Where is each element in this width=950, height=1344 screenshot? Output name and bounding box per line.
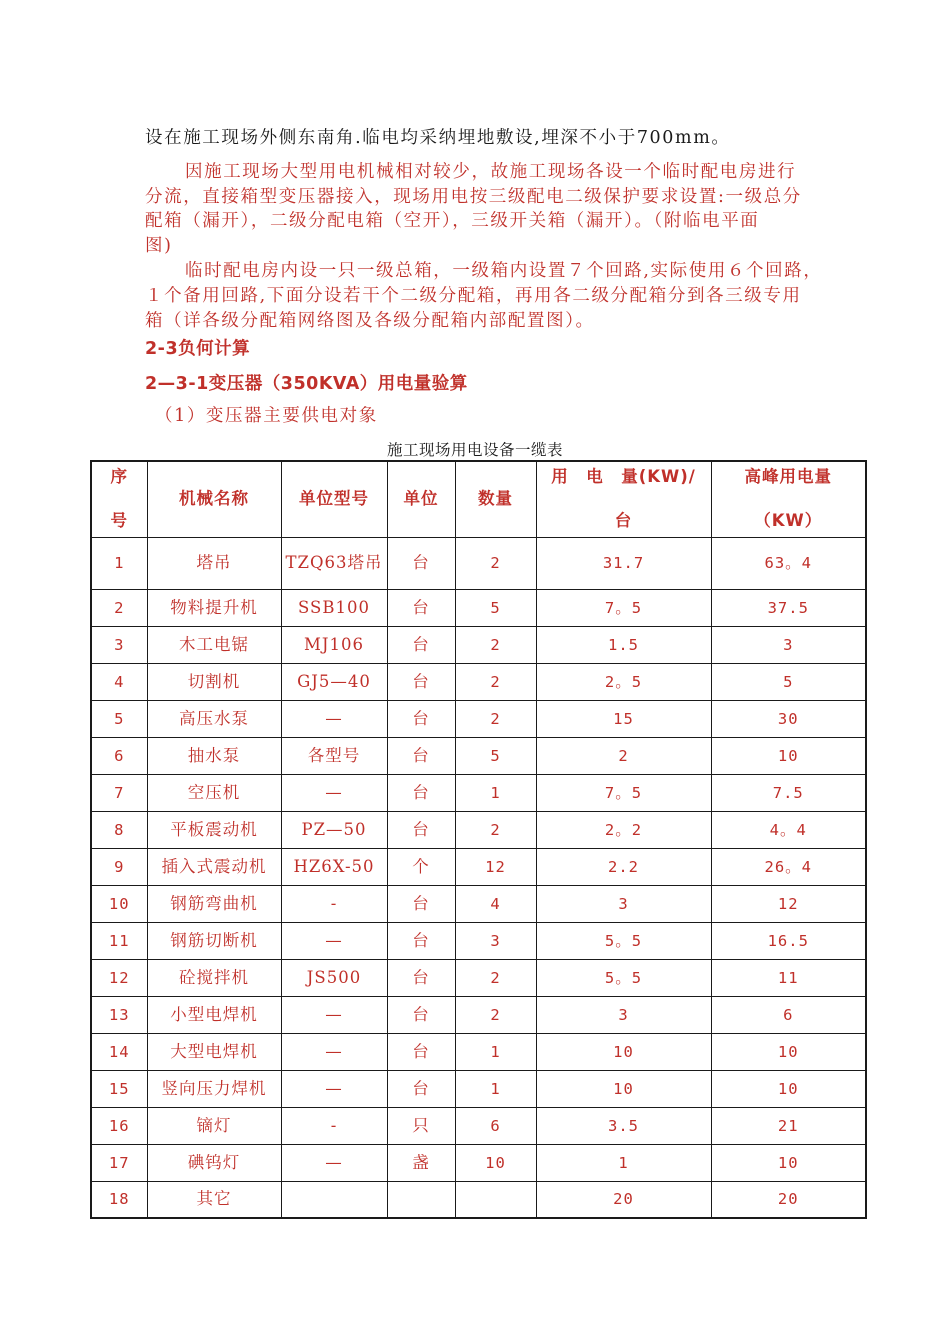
- table-row: [91, 774, 866, 811]
- cell-qty: 6: [455, 1107, 536, 1144]
- cell-unit: 台: [387, 959, 455, 996]
- header-power: 用 电 量(KW)/ 台: [536, 461, 711, 537]
- header-name: 机械名称: [147, 461, 281, 537]
- cell-name: 其它: [147, 1181, 281, 1218]
- cell-power: 31.7: [536, 537, 711, 589]
- cell-power: 20: [536, 1181, 711, 1218]
- cell-peak: 10: [711, 1144, 866, 1181]
- cell-name: 空压机: [147, 774, 281, 811]
- cell-power: 10: [536, 1070, 711, 1107]
- cell-unit: [387, 1181, 455, 1218]
- cell-qty: 2: [455, 996, 536, 1033]
- cell-unit: 台: [387, 626, 455, 663]
- cell-power: 5。5: [536, 959, 711, 996]
- cell-name: 钢筋切断机: [147, 922, 281, 959]
- cell-qty: 5: [455, 589, 536, 626]
- table-caption: 施工现场用电设备一缆表: [386, 441, 563, 459]
- cell-seq: 15: [91, 1070, 147, 1107]
- equipment-table: [90, 460, 867, 1219]
- table-row: [91, 737, 866, 774]
- cell-seq: 4: [91, 663, 147, 700]
- table-row: [91, 1070, 866, 1107]
- cell-seq: 12: [91, 959, 147, 996]
- cell-model: GJ5—40: [281, 663, 387, 700]
- cell-unit: 台: [387, 1070, 455, 1107]
- cell-peak: 20: [711, 1181, 866, 1218]
- cell-model: [281, 1181, 387, 1218]
- cell-qty: 2: [455, 663, 536, 700]
- paragraph-1: 设在施工现场外侧东南角.临电均采纳埋地敷设,埋深不小于700mm。: [145, 128, 731, 148]
- cell-seq: 5: [91, 700, 147, 737]
- cell-seq: 6: [91, 737, 147, 774]
- subsection-heading: 2—3-1变压器（350KVA）用电量验算: [145, 374, 468, 394]
- cell-unit: 台: [387, 996, 455, 1033]
- header-peak: 高峰用电量 （KW）: [711, 461, 866, 537]
- cell-name: 塔吊: [147, 537, 281, 589]
- table-row: [91, 700, 866, 737]
- table-header-row: [91, 461, 866, 537]
- paragraph-3-line-2: １个备用回路,下面分设若干个二级分配箱，再用各二级分配箱分到各三级专用: [145, 286, 802, 306]
- table-row: [91, 959, 866, 996]
- cell-qty: 1: [455, 1033, 536, 1070]
- cell-model: TZQ63塔吊: [281, 537, 387, 589]
- cell-unit: 台: [387, 885, 455, 922]
- table-row: [91, 996, 866, 1033]
- cell-peak: 10: [711, 737, 866, 774]
- cell-model: —: [281, 1033, 387, 1070]
- table-row: [91, 1033, 866, 1070]
- cell-name: 竖向压力焊机: [147, 1070, 281, 1107]
- cell-model: HZ6X-50: [281, 848, 387, 885]
- table-row: [91, 1181, 866, 1218]
- cell-peak: 3: [711, 626, 866, 663]
- cell-unit: 台: [387, 589, 455, 626]
- cell-name: 物料提升机: [147, 589, 281, 626]
- cell-power: 7。5: [536, 589, 711, 626]
- header-unit: 单位: [387, 461, 455, 537]
- cell-unit: 只: [387, 1107, 455, 1144]
- cell-name: 木工电锯: [147, 626, 281, 663]
- cell-name: 碘钨灯: [147, 1144, 281, 1181]
- cell-seq: 11: [91, 922, 147, 959]
- cell-qty: [455, 1181, 536, 1218]
- header-model: 单位型号: [281, 461, 387, 537]
- cell-model: —: [281, 700, 387, 737]
- cell-unit: 台: [387, 663, 455, 700]
- cell-model: PZ—50: [281, 811, 387, 848]
- cell-power: 3: [536, 996, 711, 1033]
- cell-name: 插入式震动机: [147, 848, 281, 885]
- cell-name: 镝灯: [147, 1107, 281, 1144]
- paragraph-2-line-3: 配箱（漏开），二级分配电箱（空开），三级开关箱（漏开）。（附临电平面: [145, 211, 760, 231]
- cell-unit: 台: [387, 737, 455, 774]
- table-row: [91, 626, 866, 663]
- cell-seq: 14: [91, 1033, 147, 1070]
- cell-qty: 4: [455, 885, 536, 922]
- table-body: [91, 537, 866, 1218]
- cell-name: 钢筋弯曲机: [147, 885, 281, 922]
- cell-name: 小型电焊机: [147, 996, 281, 1033]
- cell-model: SSB100: [281, 589, 387, 626]
- cell-power: 3: [536, 885, 711, 922]
- cell-power: 10: [536, 1033, 711, 1070]
- cell-qty: 2: [455, 537, 536, 589]
- cell-power: 1: [536, 1144, 711, 1181]
- cell-peak: 4。4: [711, 811, 866, 848]
- paragraph-3-line-1: 临时配电房内设一只一级总箱，一级箱内设置７个回路,实际使用６个回路，: [185, 261, 823, 281]
- cell-seq: 18: [91, 1181, 147, 1218]
- header-qty: 数量: [455, 461, 536, 537]
- cell-unit: 个: [387, 848, 455, 885]
- cell-peak: 26。4: [711, 848, 866, 885]
- cell-peak: 10: [711, 1033, 866, 1070]
- table-row: [91, 811, 866, 848]
- cell-power: 1.5: [536, 626, 711, 663]
- cell-peak: 5: [711, 663, 866, 700]
- cell-seq: 7: [91, 774, 147, 811]
- cell-unit: 台: [387, 811, 455, 848]
- cell-seq: 9: [91, 848, 147, 885]
- cell-peak: 6: [711, 996, 866, 1033]
- cell-power: 2。5: [536, 663, 711, 700]
- header-seq: 序 号: [91, 461, 147, 537]
- cell-power: 2: [536, 737, 711, 774]
- table-row: [91, 885, 866, 922]
- cell-peak: 16.5: [711, 922, 866, 959]
- table-row: [91, 589, 866, 626]
- cell-power: 5。5: [536, 922, 711, 959]
- section-heading: 2-3负何计算: [145, 339, 251, 359]
- cell-model: —: [281, 774, 387, 811]
- cell-seq: 17: [91, 1144, 147, 1181]
- cell-unit: 台: [387, 1033, 455, 1070]
- cell-qty: 2: [455, 811, 536, 848]
- paragraph-2-line-2: 分流，直接箱型变压器接入，现场用电按三级配电二级保护要求设置:一级总分: [145, 187, 802, 207]
- table-row: [91, 663, 866, 700]
- cell-model: —: [281, 996, 387, 1033]
- cell-qty: 3: [455, 922, 536, 959]
- paragraph-2-line-4: 图): [145, 236, 173, 256]
- table-row: [91, 922, 866, 959]
- cell-seq: 8: [91, 811, 147, 848]
- cell-peak: 11: [711, 959, 866, 996]
- cell-name: 切割机: [147, 663, 281, 700]
- cell-model: -: [281, 1107, 387, 1144]
- cell-qty: 2: [455, 626, 536, 663]
- cell-unit: 台: [387, 922, 455, 959]
- cell-name: 砼搅拌机: [147, 959, 281, 996]
- cell-unit: 台: [387, 774, 455, 811]
- paragraph-2-line-1: 因施工现场大型用电机械相对较少，故施工现场各设一个临时配电房进行: [185, 162, 797, 182]
- cell-qty: 2: [455, 959, 536, 996]
- cell-name: 抽水泵: [147, 737, 281, 774]
- cell-seq: 2: [91, 589, 147, 626]
- cell-power: 2。2: [536, 811, 711, 848]
- cell-name: 高压水泵: [147, 700, 281, 737]
- table-row: [91, 848, 866, 885]
- cell-peak: 63。4: [711, 537, 866, 589]
- cell-seq: 3: [91, 626, 147, 663]
- cell-seq: 13: [91, 996, 147, 1033]
- cell-unit: 台: [387, 537, 455, 589]
- cell-model: —: [281, 1070, 387, 1107]
- cell-power: 2.2: [536, 848, 711, 885]
- cell-model: —: [281, 922, 387, 959]
- cell-peak: 21: [711, 1107, 866, 1144]
- paragraph-3-line-3: 箱（详各级分配箱网络图及各级分配箱内部配置图）。: [145, 311, 595, 331]
- cell-qty: 10: [455, 1144, 536, 1181]
- cell-model: -: [281, 885, 387, 922]
- cell-model: MJ106: [281, 626, 387, 663]
- cell-seq: 10: [91, 885, 147, 922]
- cell-peak: 30: [711, 700, 866, 737]
- cell-model: —: [281, 1144, 387, 1181]
- cell-model: 各型号: [281, 737, 387, 774]
- table-row: [91, 1107, 866, 1144]
- cell-qty: 1: [455, 1070, 536, 1107]
- cell-power: 7。5: [536, 774, 711, 811]
- cell-peak: 10: [711, 1070, 866, 1107]
- cell-qty: 2: [455, 700, 536, 737]
- cell-peak: 12: [711, 885, 866, 922]
- cell-qty: 5: [455, 737, 536, 774]
- cell-power: 3.5: [536, 1107, 711, 1144]
- cell-seq: 1: [91, 537, 147, 589]
- cell-peak: 7.5: [711, 774, 866, 811]
- cell-unit: 台: [387, 700, 455, 737]
- cell-qty: 12: [455, 848, 536, 885]
- table-row: [91, 537, 866, 589]
- cell-peak: 37.5: [711, 589, 866, 626]
- cell-qty: 1: [455, 774, 536, 811]
- list-item-heading: （1）变压器主要供电对象: [155, 406, 378, 426]
- cell-name: 平板震动机: [147, 811, 281, 848]
- cell-unit: 盏: [387, 1144, 455, 1181]
- cell-seq: 16: [91, 1107, 147, 1144]
- table-row: [91, 1144, 866, 1181]
- cell-model: JS500: [281, 959, 387, 996]
- cell-power: 15: [536, 700, 711, 737]
- cell-name: 大型电焊机: [147, 1033, 281, 1070]
